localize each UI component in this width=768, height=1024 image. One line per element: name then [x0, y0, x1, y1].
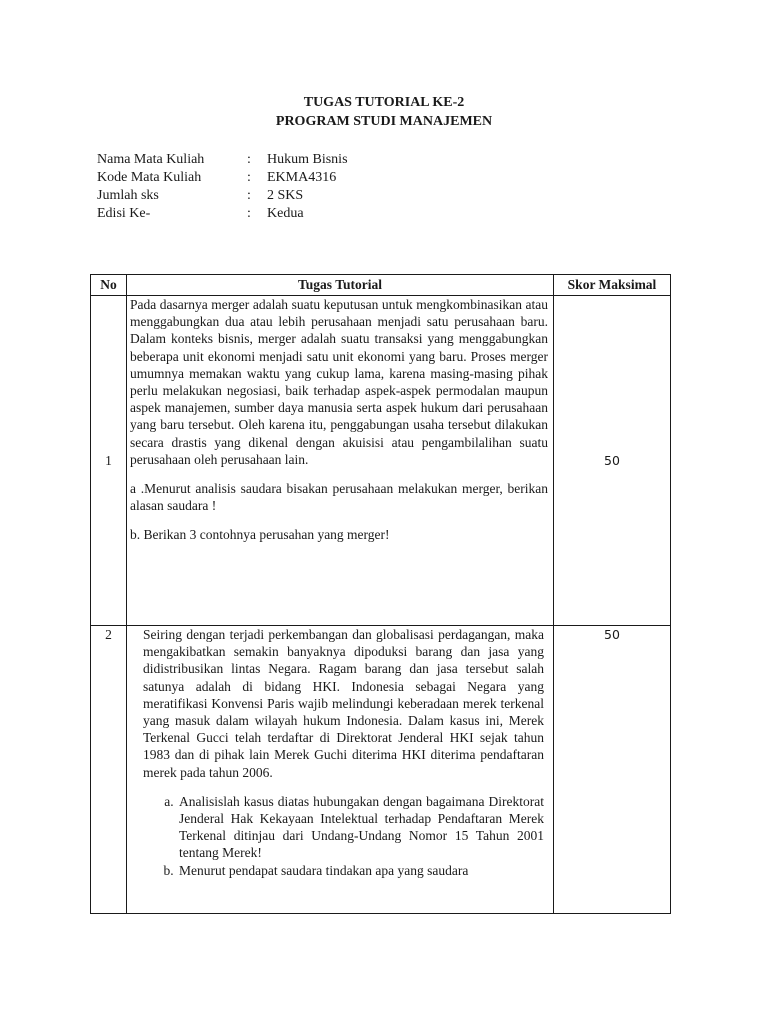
task-cell: [127, 296, 554, 626]
course-info-label: Jumlah sks: [97, 188, 159, 203]
task-question-list: [143, 793, 544, 879]
task-question-a: a .Menurut analisis saudara bisakan perusahaan melakukan merger, berikan alasan saudara !: [130, 481, 548, 514]
task-question-b: b. Menurut pendapat saudara tindakan apa yang saudara: [177, 862, 544, 879]
table-row: [91, 296, 671, 626]
task-paragraph: Pada dasarnya merger adalah suatu keputusan untuk mengkombinasikan atau menggabungkan dua atau lebih perusahaan menjadi satu perusahaan baru. Dalam konteks bisnis, merger adalah suatu transaksi yang menggabungkan beberapa unit ekonomi menjadi satu unit ekonomi yang baru. Proses merger umumnya memakan waktu yang cukup lama, karena masing-masing pihak perlu melakukan negosiasi, baik terhadap aspek-aspek permodalan maupun aspek manajemen, sumber daya manusia serta aspek hukum dari perusahaan yang baru tersebut. Oleh karena itu, penggabungan usaha tersebut dilakukan secara drastis yang dikenal dengan akuisisi atau pengambilalihan suatu perusahaan oleh perusahaan lain.: [130, 297, 548, 467]
course-info-value: Kedua: [267, 206, 304, 221]
header-task: Tugas Tutorial: [127, 275, 554, 296]
course-info-value: EKMA4316: [267, 170, 337, 185]
task-question-a: a. Analisislah kasus diatas hubungakan dengan bagaimana Direktorat Jenderal Hak Kekayaan Intelektual terhadap Pendaftaran Merek Terkenal ditinjau dari Undang-Undang Nomor 15 Tahun 2001 tentang Merek!: [177, 793, 544, 862]
header-score: Skor Maksimal: [554, 275, 671, 296]
course-info-value: 2 SKS: [267, 188, 304, 203]
max-score: 50: [554, 296, 671, 626]
table-header-row: [91, 275, 671, 296]
task-cell-content: [143, 626, 544, 913]
header-no: No: [91, 275, 127, 296]
task-question-b: b. Berikan 3 contohnya perusahan yang merger!: [130, 527, 390, 543]
row-number: 1: [91, 296, 127, 626]
course-info-separator: :: [247, 206, 251, 221]
document-title: TUGAS TUTORIAL KE-2: [303, 95, 465, 110]
table-row: [91, 626, 671, 914]
course-info-label: Edisi Ke-: [97, 206, 151, 221]
course-info-separator: :: [247, 170, 251, 185]
document-subtitle: PROGRAM STUDI MANAJEMEN: [275, 114, 493, 129]
max-score: 50: [554, 626, 671, 914]
task-cell: [127, 626, 554, 914]
course-info-label: Kode Mata Kuliah: [97, 170, 202, 185]
task-paragraph: Seiring dengan terjadi perkembangan dan globalisasi perdagangan, maka mengakibatkan semakin banyaknya dipoduksi barang dan jasa yang didistribusikan lintas Negara. Ragam barang dan jasa tersebut salah satunya adalah di bidang HKI. Indonesia sebagai Negara yang meratifikasi Konvensi Paris wajib melindungi keberadaan merek terkenal yang masuk dalam wilayah hukum Indonesia. Dalam kasus ini, Merek Terkenal Gucci telah terdaftar di Direktorat Jenderal HKI sejak tahun 1983 dan di pihak lain Merek Guchi diterima HKI diterima pendaftaran merek pada tahun 2006.: [143, 627, 544, 780]
course-info-label: Nama Mata Kuliah: [97, 152, 205, 167]
course-info-value: Hukum Bisnis: [267, 152, 348, 167]
row-number: 2: [91, 626, 127, 914]
course-info-separator: :: [247, 188, 251, 203]
course-info-separator: :: [247, 152, 251, 167]
task-table: [90, 274, 671, 914]
